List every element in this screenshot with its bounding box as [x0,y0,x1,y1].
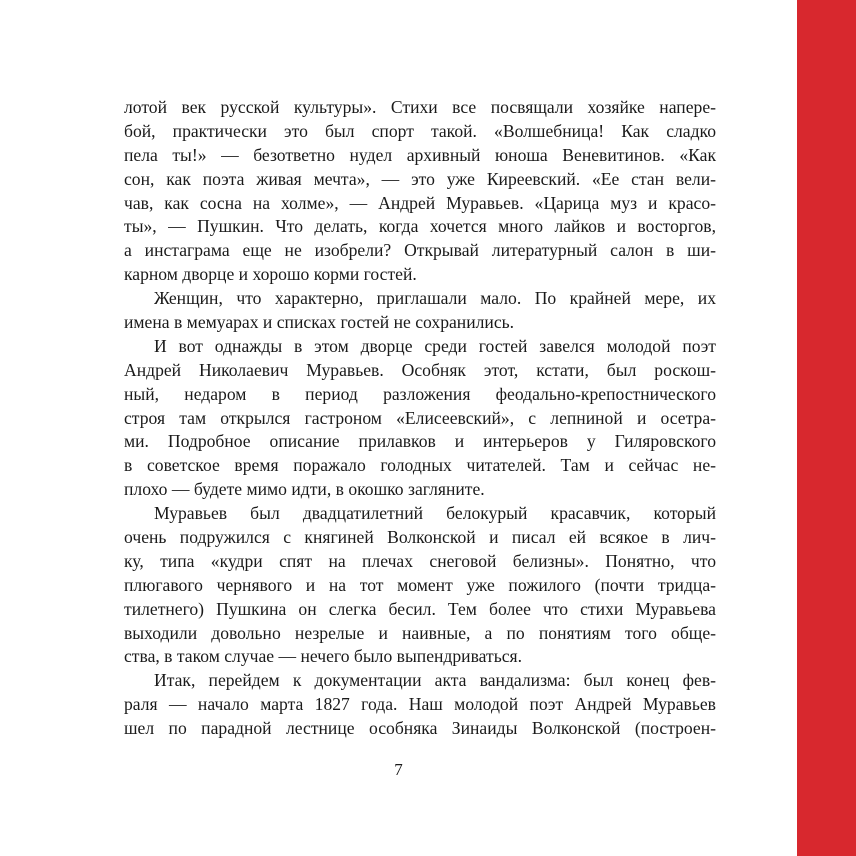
text-line: ми. Подробное описание прилавков и интерьеров у Гиляровского [124,431,716,452]
text-line: выходили довольно незрелые и наивные, а по понятиям того обще- [124,622,716,643]
text-line: бой, практически это был спорт такой. «Волшебница! Как сладко [124,120,716,141]
text-line: Андрей Николаевич Муравьев. Особняк этот, кстати, был роскош- [124,359,716,380]
text-line: лотой век русской культуры». Стихи все посвящали хозяйке напере- [124,97,716,117]
text-line: карном дворце и хорошо корми гостей. [124,264,417,285]
text-line: плюгавого чернявого и на тот момент уже пожилого (почти тридца- [124,574,716,595]
text-line: раля — начало марта 1827 года. Наш молодой поэт Андрей Муравьев [124,694,716,715]
text-line: имена в мемуарах и списках гостей не сохранились. [124,312,515,333]
red-edge-bar [797,0,856,856]
text-line: ный, недаром в период разложения феодально-крепостнического [124,383,716,404]
text-line: строя там открылся гастроном «Елисеевский», с лепниной и осетра- [124,407,716,428]
text-line: пела ты!» — безответно нудел архивный юноша Веневитинов. «Как [124,144,716,165]
text-line: Муравьев был двадцатилетний белокурый красавчик, который [154,503,716,524]
text-line: а инстаграма еще не изобрели? Открывай литературный салон в ши- [124,240,716,261]
text-line: ства, в таком случае — нечего было выпендриваться. [124,646,523,667]
text-line: Женщин, что характерно, приглашали мало. По крайней мере, их [154,288,716,309]
text-line: очень подружился с княгиней Волконской и писал ей всякое в лич- [124,527,716,548]
text-line: чав, как сосна на холме», — Андрей Муравьев. «Царица муз и красо- [124,192,716,213]
text-line: тилетнего) Пушкина он слегка бесил. Тем более что стихи Муравьева [124,598,716,619]
text-line: плохо — будете мимо идти, в окошко загляните. [124,479,485,500]
text-line: Итак, перейдем к документации акта вандализма: был конец фев- [154,670,716,691]
text-line: ты», — Пушкин. Что делать, когда хочется много лайков и восторгов, [124,216,716,237]
text-line: шел по парадной лестнице особняка Зинаиды Волконской (построен- [124,718,716,739]
text-line: ку, типа «кудри спят на плечах снеговой белизны». Понятно, что [124,550,716,571]
text-line: И вот однажды в этом дворце среди гостей завелся молодой поэт [154,335,716,356]
text-line: в советское время поражало голодных читателей. Там и сейчас не- [124,455,716,476]
body-text [124,96,716,741]
text-line: сон, как поэта живая мечта», — это уже Киреевский. «Ее стан вели- [124,168,716,189]
page-number: 7 [394,760,403,779]
